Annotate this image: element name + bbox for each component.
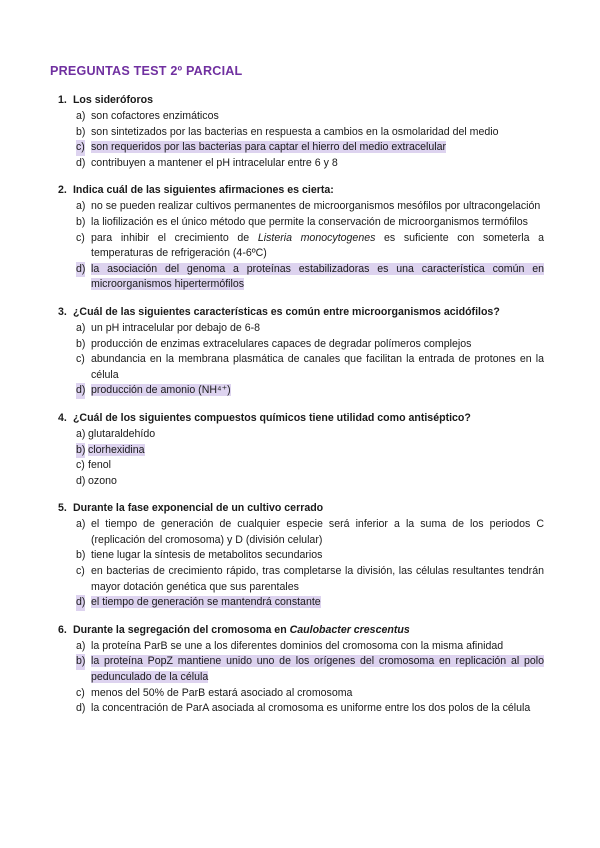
question-heading (58, 623, 544, 638)
option-text: en bacterias de crecimiento rápido, tras completarse la división, las células resultantes tendrán mayor dotación genética que sus parentales (91, 565, 544, 593)
option-letter: b) (76, 337, 86, 350)
option-text: la proteína PopZ mantiene unido uno de los orígenes del cromosoma en replicación al polo pedunculado de la célula (91, 655, 544, 684)
option-text: producción de enzimas extracelulares capaces de degradar polímeros complejos (91, 337, 472, 350)
option-letter: b) (76, 443, 85, 459)
question-1 (58, 93, 544, 171)
option-a (58, 199, 544, 215)
option-a (58, 321, 544, 337)
option-a (58, 639, 544, 655)
option-letter: b) (76, 654, 85, 670)
option-letter: a) (76, 518, 86, 531)
option-b (58, 215, 544, 231)
option-text: contribuyen a mantener el pH intracelular entre 6 y 8 (91, 156, 338, 169)
option-letter: c) (76, 353, 85, 366)
question-list (58, 93, 544, 729)
question-number: 3. (58, 305, 67, 318)
option-letter: c) (76, 459, 85, 472)
option-letter: b) (76, 215, 86, 228)
question-number: 6. (58, 623, 67, 636)
option-d (58, 474, 544, 490)
question-heading (58, 93, 544, 108)
option-a (58, 109, 544, 125)
option-a (58, 427, 544, 443)
species-name: Listeria monocytogenes (257, 231, 376, 244)
page-title: PREGUNTAS TEST 2º PARCIAL (50, 64, 243, 78)
option-text: no se pueden realizar cultivos permanentes de microorganismos mesófilos por ultracongelación (91, 200, 541, 213)
option-text: el tiempo de generación de cualquier especie será inferior a la suma de los periodos C (replicación del cromosoma) y D (división celular) (91, 518, 544, 546)
option-text: fenol (88, 459, 111, 472)
option-c (58, 231, 544, 262)
option-text: el tiempo de generación se mantendrá constante (91, 596, 321, 609)
option-letter: c) (76, 565, 85, 578)
option-text: la concentración de ParA asociada al cromosoma es uniforme entre los dos polos de la célula (91, 702, 531, 715)
option-text-pre: para inhibir el crecimiento de (91, 231, 258, 244)
option-text: abundancia en la membrana plasmática de canales que facilitan la entrada de protones en la célula (91, 353, 544, 381)
option-letter: a) (76, 639, 86, 652)
option-letter: a) (76, 427, 86, 440)
question-number: 5. (58, 502, 67, 515)
option-letter: b) (76, 125, 86, 138)
option-letter: c) (76, 686, 85, 699)
option-text (91, 232, 544, 260)
option-c (58, 458, 544, 474)
question-6 (58, 623, 544, 717)
option-b (58, 337, 544, 353)
option-letter: d) (76, 474, 86, 487)
question-heading (58, 411, 544, 426)
question-number: 4. (58, 411, 67, 424)
option-letter: d) (76, 702, 86, 715)
option-text: ozono (88, 474, 117, 487)
question-2 (58, 183, 544, 293)
option-text: menos del 50% de ParB estará asociado al cromosoma (91, 686, 353, 699)
option-d-highlighted (58, 262, 544, 293)
question-number: 1. (58, 94, 67, 106)
option-text: son sintetizados por las bacterias en respuesta a cambios en la osmolaridad del medio (91, 125, 499, 138)
question-text: Durante la segregación del cromosoma en (72, 623, 290, 636)
option-text: clorhexidina (88, 443, 145, 456)
option-b (58, 548, 544, 564)
option-d (58, 701, 544, 717)
option-c-highlighted (58, 140, 544, 156)
option-d (58, 156, 544, 172)
option-text: glutaraldehído (88, 427, 156, 440)
option-letter: a) (76, 321, 86, 334)
species-name: Caulobacter crescentus (289, 623, 410, 636)
option-c (58, 686, 544, 702)
option-letter: c) (76, 231, 85, 244)
option-text: la asociación del genoma a proteínas estabilizadoras es una característica común en microorganismos hipertermófilos (91, 262, 544, 291)
question-5 (58, 501, 544, 611)
question-4 (58, 411, 544, 489)
question-number: 2. (58, 184, 67, 197)
option-text-post: es suficiente con someterla a temperaturas de refrigeración (4-6ºC) (91, 231, 544, 260)
question-text: ¿Cuál de las siguientes características es común entre microorganismos acidófilos? (72, 305, 500, 318)
option-letter: a) (76, 110, 86, 122)
question-heading (58, 183, 544, 198)
question-text: ¿Cuál de los siguientes compuestos químicos tiene utilidad como antiséptico? (72, 411, 471, 424)
question-3 (58, 305, 544, 399)
option-text: son cofactores enzimáticos (91, 110, 219, 122)
option-text: la proteína ParB se une a los diferentes dominios del cromosoma con la misma afinidad (91, 639, 504, 652)
option-b-highlighted (58, 654, 544, 685)
option-letter: d) (76, 156, 86, 169)
option-letter: d) (76, 383, 85, 399)
option-text: producción de amonio (NH⁴⁺) (91, 384, 231, 397)
option-d-highlighted (58, 383, 544, 399)
question-text: Indica cuál de las siguientes afirmaciones es cierta: (72, 184, 334, 197)
option-text: un pH intracelular por debajo de 6-8 (91, 321, 261, 334)
option-b-highlighted (58, 443, 544, 459)
option-text: tiene lugar la síntesis de metabolitos secundarios (91, 549, 323, 562)
question-text: Los sideróforos (72, 94, 154, 106)
option-letter: a) (76, 200, 86, 213)
option-b (58, 125, 544, 141)
option-text: la liofilización es el único método que permite la conservación de microorganismos termófilos (91, 215, 528, 228)
question-heading (58, 501, 544, 516)
option-c (58, 564, 544, 595)
option-d-highlighted (58, 595, 544, 611)
question-heading (58, 305, 544, 320)
option-a (58, 517, 544, 548)
question-text: Durante la fase exponencial de un cultivo cerrado (72, 502, 324, 515)
option-letter: c) (76, 140, 85, 156)
option-letter: d) (76, 595, 85, 611)
option-letter: d) (76, 262, 85, 278)
option-c (58, 352, 544, 383)
option-letter: b) (76, 549, 86, 562)
option-text: son requeridos por las bacterias para captar el hierro del medio extracelular (91, 141, 447, 154)
